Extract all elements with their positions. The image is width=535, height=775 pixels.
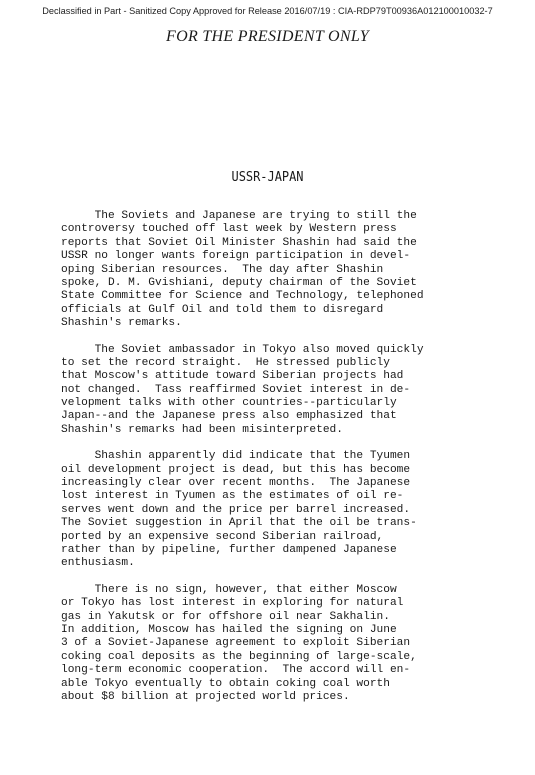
text-line: enthusiasm.: [61, 557, 135, 570]
text-line: Shashin's remarks.: [61, 317, 182, 330]
text-line: or Tokyo has lost interest in exploring for natural: [61, 597, 404, 610]
classification-marking: FOR THE PRESIDENT ONLY: [166, 28, 369, 45]
text-line: State Committee for Science and Technology, telephoned: [61, 290, 424, 303]
text-line: officials at Gulf Oil and told them to disregard: [61, 303, 384, 316]
text-line: serves went down and the price per barrel increased.: [61, 503, 411, 516]
text-line: In addition, Moscow has hailed the signing on June: [61, 623, 397, 636]
text-line: velopment talks with other countries--particularly: [61, 397, 397, 410]
text-line: The Soviet ambassador in Tokyo also moved quickly: [61, 343, 424, 356]
text-line: about $8 billion at projected world prices.: [61, 690, 350, 703]
text-line: Shashin apparently did indicate that the Tyumen: [61, 450, 411, 463]
text-line: that Moscow's attitude toward Siberian projects had: [61, 370, 404, 383]
text-line: Japan--and the Japanese press also emphasized that: [61, 410, 397, 423]
paragraph-1: [61, 210, 481, 331]
text-line: not changed. Tass reaffirmed Soviet interest in de-: [61, 383, 411, 396]
text-line: to set the record straight. He stressed publicly: [61, 356, 390, 369]
text-line: increasingly clear over recent months. The Japanese: [61, 477, 411, 490]
paragraph-2: [61, 344, 481, 438]
section-title: USSR-JAPAN: [231, 170, 304, 185]
text-line: The Soviet suggestion in April that the oil be trans-: [61, 517, 417, 530]
text-line: controversy touched off last week by Western press: [61, 223, 397, 236]
paragraph-3: [61, 450, 481, 571]
declassification-header: Declassified in Part - Sanitized Copy Approved for Release 2016/07/19 : CIA-RDP79T00936A012100010032-7: [42, 6, 493, 16]
text-line: long-term economic cooperation. The accord will en-: [61, 664, 411, 677]
text-line: able Tokyo eventually to obtain coking coal worth: [61, 677, 390, 690]
text-line: Shashin's remarks had been misinterpreted.: [61, 423, 343, 436]
text-line: The Soviets and Japanese are trying to still the: [61, 210, 417, 222]
text-line: ported by an expensive second Siberian railroad,: [61, 530, 384, 543]
document-body: [61, 210, 481, 717]
text-line: reports that Soviet Oil Minister Shashin had said the: [61, 236, 417, 249]
text-line: coking coal deposits as the beginning of large-scale,: [61, 650, 417, 663]
text-line: gas in Yakutsk or for offshore oil near Sakhalin.: [61, 610, 390, 623]
text-line: USSR no longer wants foreign participation in devel-: [61, 250, 411, 263]
text-line: oil development project is dead, but this has become: [61, 463, 411, 476]
text-line: rather than by pipeline, further dampened Japanese: [61, 543, 397, 556]
text-line: lost interest in Tyumen as the estimates of oil re-: [61, 490, 404, 503]
text-line: 3 of a Soviet-Japanese agreement to exploit Siberian: [61, 637, 411, 650]
text-line: oping Siberian resources. The day after Shashin: [61, 263, 384, 276]
paragraph-4: [61, 584, 481, 705]
text-line: There is no sign, however, that either Moscow: [61, 583, 397, 596]
text-line: spoke, D. M. Gvishiani, deputy chairman of the Soviet: [61, 276, 417, 289]
